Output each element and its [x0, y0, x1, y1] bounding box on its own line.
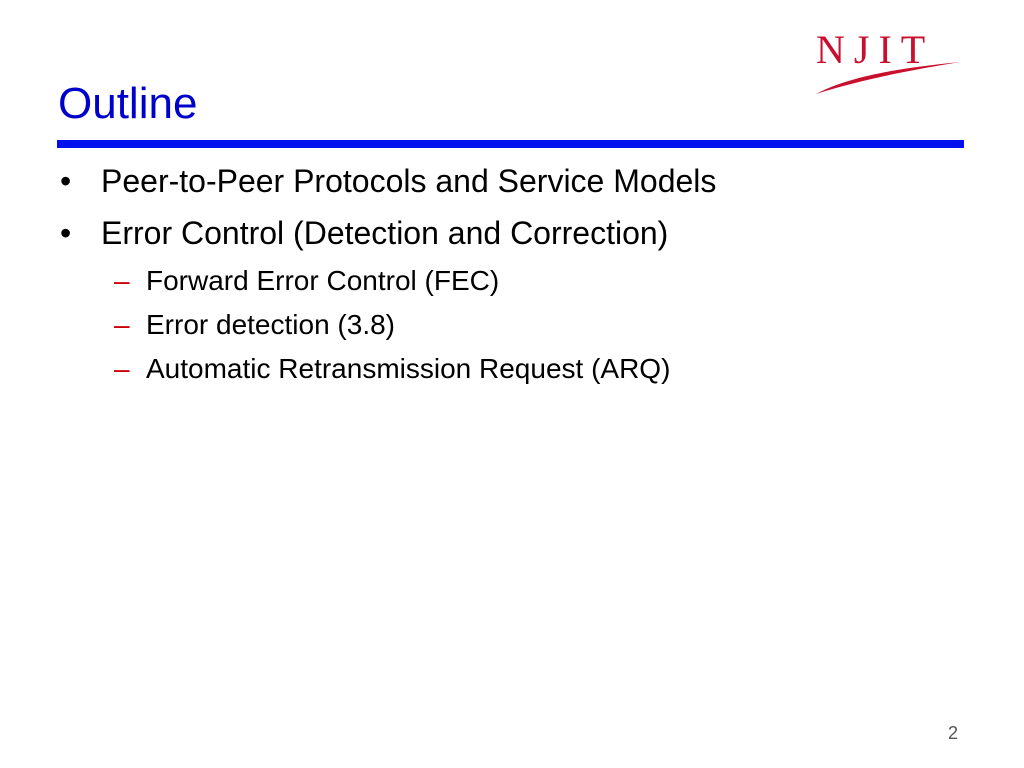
bullet-item: [0, 155, 1024, 207]
sub-bullet-label: Error detection (3.8): [146, 309, 395, 340]
sub-bullet-item: [0, 303, 1024, 347]
logo-text: NJIT: [816, 27, 935, 72]
sub-bullet-item: [0, 347, 1024, 391]
sub-bullet-item: [0, 259, 1024, 303]
bullet-marker: •: [60, 163, 72, 199]
bullet-item: [0, 207, 1024, 259]
bullet-label: Error Control (Detection and Correction): [101, 215, 669, 251]
sub-bullet-label: Forward Error Control (FEC): [146, 265, 500, 296]
njit-logo: [810, 28, 966, 100]
title-rule: [57, 140, 964, 148]
sub-bullet-marker: –: [114, 265, 130, 296]
slide-title: Outline: [58, 79, 198, 128]
sub-bullet-marker: –: [114, 353, 130, 384]
sub-bullet-label: Automatic Retransmission Request (ARQ): [146, 353, 671, 384]
page-number: 2: [947, 723, 958, 743]
sub-bullet-marker: –: [114, 309, 130, 340]
bullet-label: Peer-to-Peer Protocols and Service Models: [101, 163, 717, 199]
bullet-marker: •: [60, 215, 72, 251]
bullet-list: [0, 155, 1024, 391]
